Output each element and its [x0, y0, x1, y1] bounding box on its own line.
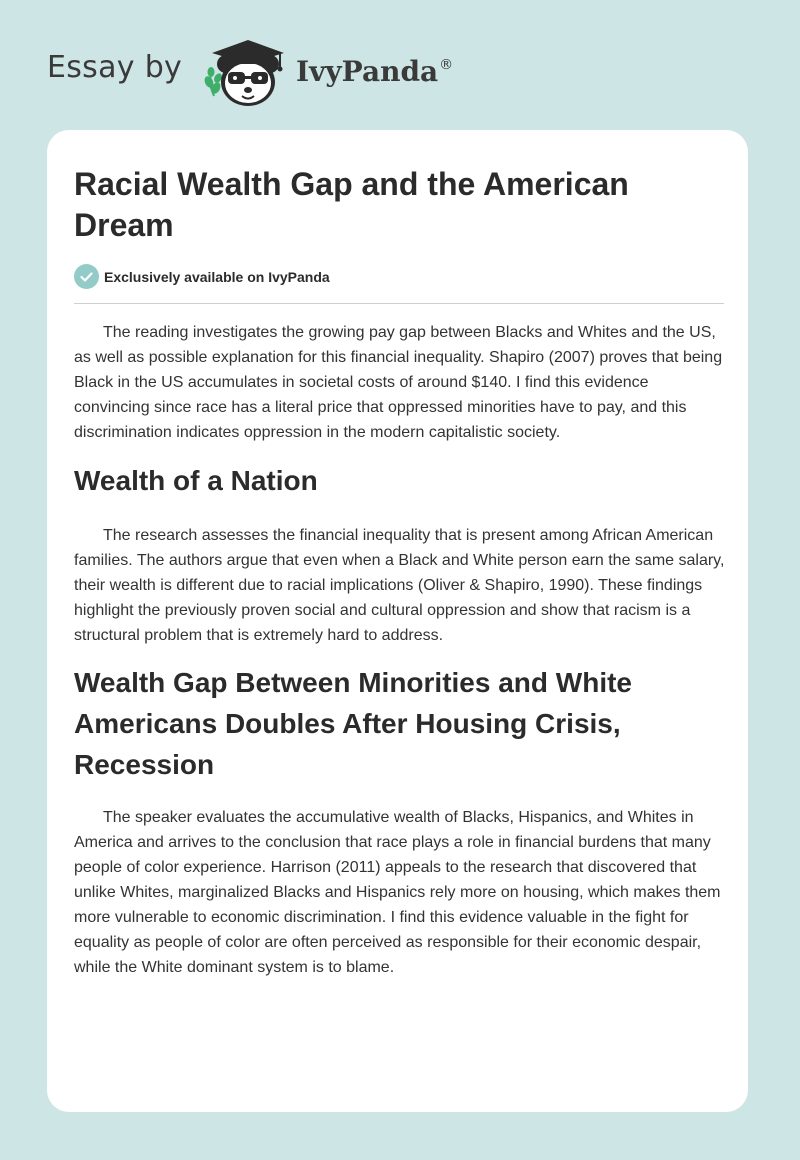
title-divider	[74, 303, 724, 304]
exclusive-badge	[74, 264, 330, 289]
site-header	[0, 0, 800, 130]
paragraph-wealth-gap: The speaker evaluates the accumulative wealth of Blacks, Hispanics, and Whites in America and arrives to the conclusion that race plays a role in financial burdens that many people of color experience. Harrison (2011) appeals to the research that discovered that unlike Whites, marginalized Blacks and Hispanics rely more on housing, which makes them more vulnerable to economic discrimination. I find this evidence valuable in the fight for equality as people of color are often perceived as responsible for their economic despair, while the White dominant system is to blame.	[74, 809, 721, 976]
paragraph-intro: The reading investigates the growing pay gap between Blacks and Whites and the US, as well as possible explanation for this financial inequality. Shapiro (2007) proves that being Black in the US accumulates in societal costs of around $140. I find this evidence convincing since race has a literal price that oppressed minorities have to pay, and this discrimination indicates oppression in the modern capitalistic society.	[74, 324, 723, 441]
essay-by-label: Essay by	[47, 50, 183, 85]
exclusive-badge-text: Exclusively available on IvyPanda	[104, 268, 330, 285]
heading-wealth-of-a-nation: Wealth of a Nation	[74, 465, 318, 496]
heading-wealth-gap: Wealth Gap Between Minorities and White Americans Doubles After Housing Crisis, Recession	[74, 667, 632, 780]
essay-title: Racial Wealth Gap and the American Dream	[74, 166, 629, 243]
panda-graduate-icon	[200, 36, 292, 108]
registered-mark: ®	[439, 57, 454, 73]
essay-card	[47, 130, 748, 1112]
paragraph-wealth-of-a-nation: The research assesses the financial inequality that is present among African American families. The authors argue that even when a Black and White person earn the same salary, their wealth is different due to racial implications (Oliver & Shapiro, 1990). These findings highlight the previously proven social and cultural oppression and show that racism is a structural problem that is extremely hard to address.	[74, 527, 725, 644]
brand-name: IvyPanda®	[296, 55, 454, 88]
check-circle-icon	[74, 264, 99, 289]
